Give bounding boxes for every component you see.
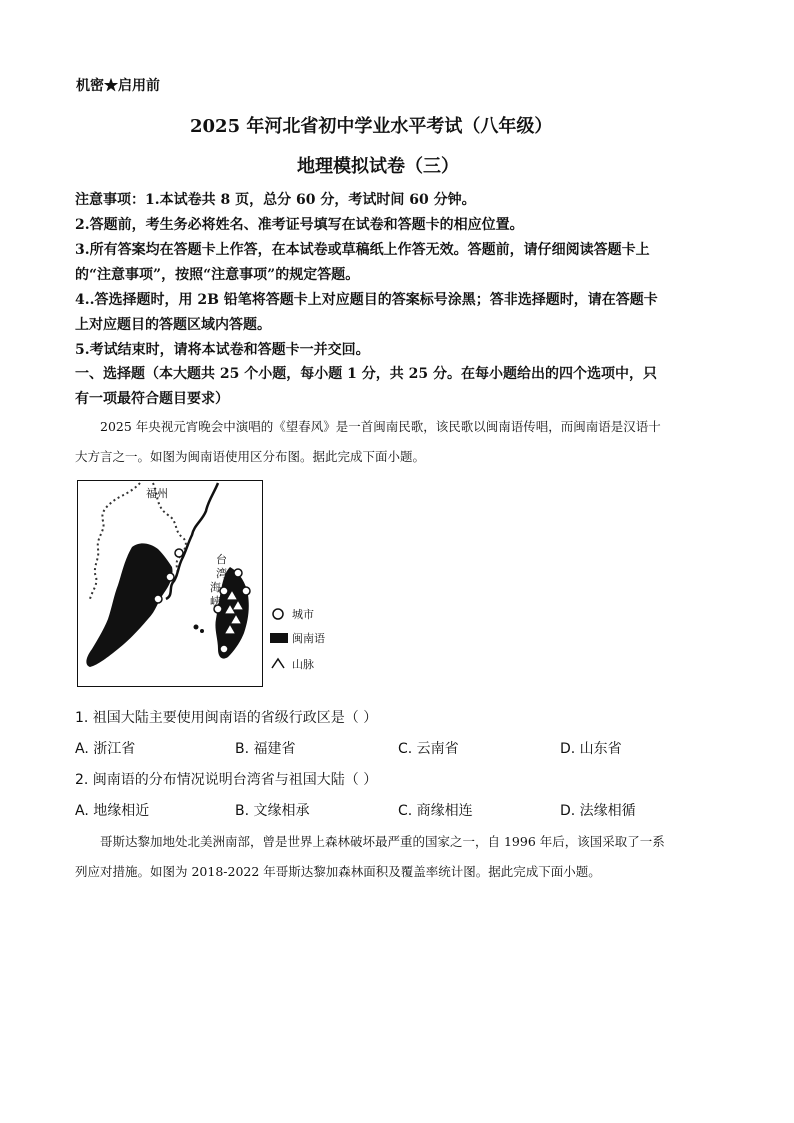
question-stem: 1. 祖国大陆主要使用闽南语的省级行政区是（ ） [75,710,378,726]
minnan-distribution-map [77,480,263,687]
section-line: 一、选择题（本大题共 25 个小题，每小题 1 分，共 25 分。在每小题给出的四个选项中，只 [75,366,657,382]
passage-line: 哥斯达黎加地处北美洲南部，曾是世界上森林破坏最严重的国家之一，自 1996 年后，该国采取了一系 [100,834,665,849]
city-icon [242,587,250,595]
city-icon [154,595,162,603]
island-dot [200,629,204,633]
fuzhou-label: 福州 [146,487,168,500]
strait-label-4: 峡 [210,595,221,608]
passage-line: 2025 年央视元宵晚会中演唱的《望春风》是一首闽南民歌，该民歌以闽南语传唱，而闽南语是汉语十 [100,419,661,434]
question-stem: 2. 闽南语的分布情况说明台湾省与祖国大陆（ ） [75,772,378,788]
passage-line: 列应对措施。如图为 2018-2022 年哥斯达黎加森林面积及覆盖率统计图。据此完成下面小题。 [75,864,601,879]
city-legend-icon [270,606,286,622]
exam-title: 2025 年河北省初中学业水平考试（八年级） [190,116,553,137]
option-a: A. 地缘相近 [75,803,150,819]
map-drawing [78,481,264,688]
option-c: C. 商缘相连 [398,803,473,819]
strait-label-3: 海 [210,581,221,594]
note-line: 5.考试结束时，请将本试卷和答题卡一并交回。 [75,342,370,358]
option-a: A. 浙江省 [75,741,136,757]
option-b: B. 文缘相承 [235,803,310,819]
note-line: 注意事项：1.本试卷共 8 页，总分 60 分，考试时间 60 分钟。 [75,192,476,208]
section-line: 有一项最符合题目要求） [75,391,229,407]
legend-city-label: 城市 [292,608,314,621]
note-line: 上对应题目的答题区域内答题。 [75,317,271,333]
mountain-legend-icon [270,656,288,670]
city-icon [166,573,174,581]
legend-mountain-label: 山脉 [292,658,314,671]
strait-label-2: 湾 [216,567,227,580]
minnan-legend-swatch [270,632,288,644]
city-icon [220,645,228,653]
city-icon [234,569,242,577]
island-dot [194,625,199,630]
option-d: D. 山东省 [560,741,622,757]
minnan-area-mainland [86,543,172,667]
city-icon [220,587,228,595]
paper-title: 地理模拟试卷（三） [297,156,459,177]
note-line: 2.答题前，考生务必将姓名、准考证号填写在试卷和答题卡的相应位置。 [75,217,524,233]
option-b: B. 福建省 [235,741,296,757]
legend-minnan-label: 闽南语 [292,632,325,645]
option-d: D. 法缘相循 [560,803,636,819]
strait-label-1: 台 [216,553,227,566]
option-c: C. 云南省 [398,741,459,757]
passage-line: 大方言之一。如图为闽南语使用区分布图。据此完成下面小题。 [75,449,426,464]
city-icon [175,549,183,557]
secret-label: 机密★启用前 [76,78,160,94]
note-line: 的“注意事项”，按照“注意事项”的规定答题。 [75,267,360,283]
note-line: 4..答选择题时，用 2B 铅笔将答题卡上对应题目的答案标号涂黑；答非选择题时，请在答题卡 [75,292,658,308]
note-line: 3.所有答案均在答题卡上作答，在本试卷或草稿纸上作答无效。答题前，请仔细阅读答题卡上 [75,242,650,258]
